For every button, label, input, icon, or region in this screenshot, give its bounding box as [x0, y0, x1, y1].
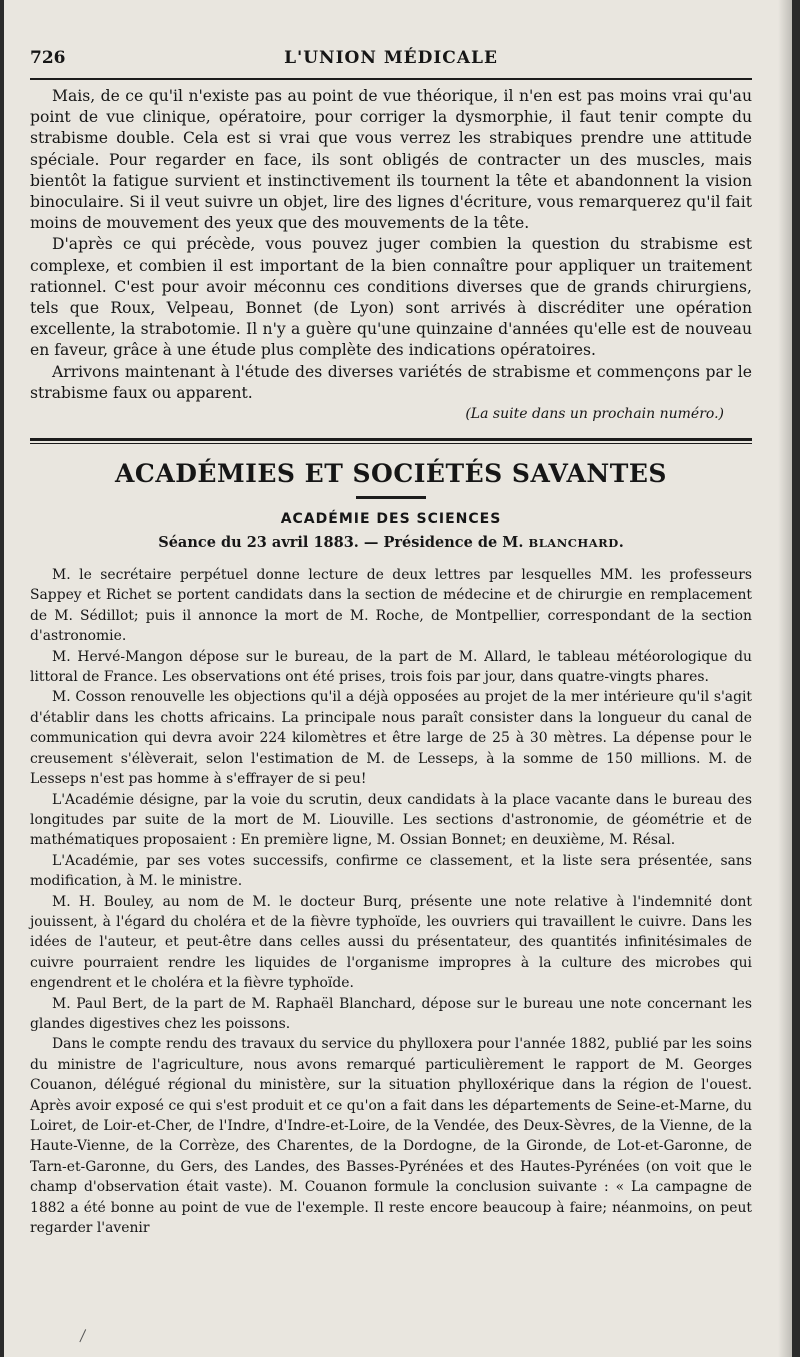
seance-line: [30, 533, 752, 553]
body-paragraph: M. Hervé-Mangon dépose sur le bureau, de la part de M. Allard, le tableau météorologique du littoral de France. Les observations ont été prises, trois fois par jour, dans quatre-vingts phares.: [30, 648, 752, 686]
intro-paragraph: Mais, de ce qu'il n'existe pas au point de vue théorique, il n'en est pas moins vrai qu'au point de vue clinique, opératoire, pour corriger la dysmorphie, il faut tenir compte du strabisme double. Cela est si vrai que vous verrez les strabiques prendre une attitude spéciale. Pour regarder en face, ils sont obligés de contracter un des muscles, mais bientôt la fatigue survient et instinctivement ils tournent la tête et abandonnent la vision binoculaire. Si il veut suivre un objet, lire des lignes d'écriture, vous remarquerez qu'il fait moins de mouvement des yeux que des mouvements de la tête.: [30, 87, 752, 233]
body-paragraph: L'Académie, par ses votes successifs, confirme ce classement, et la liste sera présentée, sans modification, à M. le ministre.: [30, 852, 752, 890]
body-paragraph: M. H. Bouley, au nom de M. le docteur Burq, présente une note relative à l'indemnité dont jouissent, à l'égard du choléra et de la fièvre typhoïde, les ouvriers qui travaillent le cuivre. Dans les idées de l'auteur, et peut-être dans celles aussi du présentateur, des quantités infinitésimales de cuivre pourraient rendre les liquides de l'organisme impropres à la culture des microbes qui engendrent et le choléra et la fièvre typhoïde.: [30, 893, 752, 992]
header-rule: [30, 78, 752, 80]
continuation-note: (La suite dans un prochain numéro.): [465, 406, 724, 423]
journal-title: L'UNION MÉDICALE: [284, 48, 498, 68]
section-divider: [30, 438, 752, 444]
seance-end: .: [618, 534, 624, 552]
ink-mark: [79, 1329, 91, 1345]
title-rule: [356, 496, 426, 499]
intro-paragraph: D'après ce qui précède, vous pouvez juger combien la question du strabisme est complexe, et combien il est important de la bien connaître pour appliquer un traitement rationnel. C'est pour avoir méconnu ces conditions diverses que de grands chirurgiens, tels que Roux, Velpeau, Bonnet (de Lyon) sont arrivés à discréditer une opération excellente, la strabotomie. Il n'y a guère qu'une quinzaine d'années qu'elle est de nouveau en faveur, grâce à une étude plus complète des indications opératoires.: [30, 235, 752, 360]
running-header: [30, 44, 752, 72]
body-paragraph: M. Paul Bert, de la part de M. Raphaël Blanchard, dépose sur le bureau une note concernant les glandes digestives chez les poissons.: [30, 995, 752, 1032]
body-paragraph: L'Académie désigne, par la voie du scrutin, deux candidats à la place vacante dans le bureau des longitudes par suite de la mort de M. Liouville. Les sections d'astronomie, de géométrie et de mathématiques proposaient : En première ligne, M. Ossian Bonnet; en deuxième, M. Résal.: [30, 791, 752, 849]
intro-paragraph: Arrivons maintenant à l'étude des diverses variétés de strabisme et commençons par le strabisme faux ou apparent.: [30, 362, 752, 402]
academy-subtitle: ACADÉMIE DES SCIENCES: [280, 511, 502, 528]
seance-date: Séance du 23 avril 1883. — Présidence de M.: [158, 534, 529, 552]
page-number: 726: [30, 48, 66, 68]
body-text: [30, 565, 752, 1238]
president-name: BLANCHARD: [528, 536, 619, 551]
body-paragraph: M. Cosson renouvelle les objections qu'il a déjà opposées au projet de la mer intérieure qu'il s'agit d'établir dans les chotts africains. La principale nous paraît consister dans la longueur du canal de communication qui devra avoir 224 kilomètres et être large de 25 à 30 mètres. La dépense pour le creusement s'élèverait, selon l'estimation de M. de Lesseps, à la somme de 150 millions. M. de Lesseps n'est pas homme à s'effrayer de si peu!: [30, 689, 752, 788]
section-title: ACADÉMIES ET SOCIÉTÉS SAVANTES: [115, 459, 667, 489]
body-paragraph: M. le secrétaire perpétuel donne lecture de deux lettres par lesquelles MM. les professeurs Sappey et Richet se portent candidats dans la section de médecine et de chirurgie en remplacement de M. Sédillot; puis il annonce la mort de M. Roche, de Montpellier, correspondant de la section d'astronomie.: [30, 567, 752, 645]
intro-text: [30, 86, 752, 404]
document-page: [4, 0, 792, 1357]
body-paragraph: Dans le compte rendu des travaux du service du phylloxera pour l'année 1882, publié par les soins du ministre de l'agriculture, nous avons remarqué particulièrement le rapport de M. Georges Couanon, délégué régional du ministère, sur la situation phylloxérique dans la région de l'ouest. Après avoir exposé ce qui s'est produit et ce qu'on a fait dans les départements de Seine-et-Marne, du Loiret, de Loir-et-Cher, de l'Indre, d'Indre-et-Loire, de la Vendée, des Deux-Sèvres, de la Vienne, de la Haute-Vienne, de la Corrèze, des Charentes, de la Dordogne, de la Gironde, de Lot-et-Garonne, de Tarn-et-Garonne, du Gers, des Landes, des Basses-Pyrénées et des Hautes-Pyrénées (on voit que le champ d'observation était vaste). M. Couanon formule la conclusion suivante : « La campagne de 1882 a été bonne au point de vue de l'exemple. Il reste encore beaucoup à faire; néanmoins, on peut regarder l'avenir: [30, 1036, 752, 1237]
